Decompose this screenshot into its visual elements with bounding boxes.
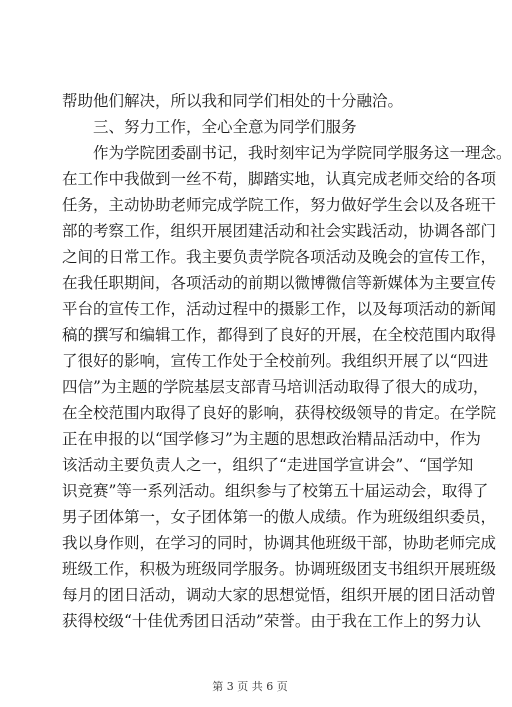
text-line: 帮助他们解决，所以我和同学们相处的十分融洽。: [62, 92, 404, 110]
text-line: 我以身作则，在学习的同时，协调其他班级干部，协助老师完成: [62, 534, 497, 552]
text-line: 该活动主要负责人之一，组织了“走进国学宣讲会”、“国学知: [62, 456, 474, 474]
text-line: 了很好的影响，宣传工作处于全校前列。我组织开展了以“四进: [62, 352, 489, 370]
text-line: 之间的日常工作。我主要负责学院各项活动及晚会的宣传工作，: [62, 248, 497, 266]
document-body: [62, 88, 512, 634]
text-line: 获得校级“十佳优秀团日活动”荣誉。由于我在工作上的努力认: [62, 612, 481, 630]
text-line: 部的考察工作，组织开展团建活动和社会实践活动，协调各部门: [62, 222, 497, 240]
text-line: 每月的团日活动，调动大家的思想觉悟，组织开展的团日活动曾: [62, 586, 497, 604]
text-line: 作为学院团委副书记，我时刻牢记为学院同学服务这一理念。: [93, 144, 512, 162]
text-line: 正在申报的以“国学修习”为主题的思想政治精品活动中，作为: [62, 430, 481, 448]
text-line: 平台的宣传工作，活动过程中的摄影工作，以及每项活动的新闻: [62, 300, 497, 318]
text-line: 在全校范围内取得了良好的影响，获得校级领导的肯定。在学院: [62, 404, 497, 422]
text-line: 任务，主动协助老师完成学院工作，努力做好学生会以及各班干: [62, 196, 497, 214]
text-line: 男子团体第一，女子团体第一的傲人成绩。作为班级组织委员，: [62, 508, 497, 526]
text-line: 四信”为主题的学院基层支部青马培训活动取得了很大的成功，: [62, 378, 489, 396]
section-heading: 三、努力工作，全心全意为同学们服务: [93, 118, 357, 136]
text-line: 稿的撰写和编辑工作，都得到了良好的开展，在全校范围内取得: [62, 326, 497, 344]
text-line: 识竞赛”等一系列活动。组织参与了校第五十届运动会，取得了: [62, 482, 489, 500]
text-line: 班级工作，积极为班级同学服务。协调班级团支书组织开展班级: [62, 560, 497, 578]
page-footer: 第 3 页 共 6 页: [212, 680, 288, 693]
text-line: 在工作中我做到一丝不苟，脚踏实地，认真完成老师交给的各项: [62, 170, 497, 188]
text-line: 在我任职期间，各项活动的前期以微博微信等新媒体为主要宣传: [62, 274, 497, 292]
